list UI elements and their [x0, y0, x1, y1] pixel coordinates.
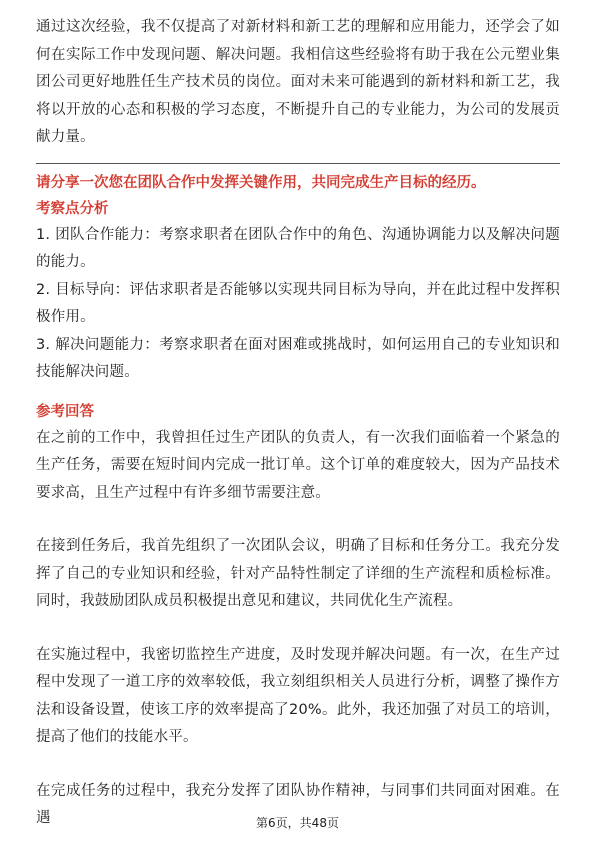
answer-paragraph: 在接到任务后，我首先组织了一次团队会议，明确了目标和任务分工。我充分发挥了自己的专业知识和经验，针对产品特性制定了详细的生产流程和质检标准。同时，我鼓励团队成员积极提出意见和建议，共同优化生产流程。 [36, 538, 560, 609]
intro-paragraph: 通过这次经验，我不仅提高了对新材料和新工艺的理解和应用能力，还学会了如何在实际工作中发现问题、解决问题。我相信这些经验将有助于我在公元塑业集团公司更好地胜任生产技术员的岗位。面对未来可能遇到的新材料和新工艺，我将以开放的心态和积极的学习态度，不断提升自己的专业能力，为公司的发展贡献力量。 [36, 19, 560, 145]
answer-paragraph: 在完成任务的过程中，我充分发挥了团队协作精神，与同事们共同面对困难。在遇 [36, 782, 560, 826]
answer-paragraph: 在实施过程中，我密切监控生产进度，及时发现并解决问题。有一次，在生产过程中发现了一道工序的效率较低，我立刻组织相关人员进行分析，调整了操作方法和设备设置，使该工序的效率提高了20%。此外，我还加强了对员工的培训，提高了他们的技能水平。 [36, 646, 560, 745]
analysis-title: 考察点分析 [36, 200, 109, 217]
document-page [36, 14, 560, 833]
analysis-item: 3. 解决问题能力：考察求职者在面对困难或挑战时，如何运用自己的专业知识和技能解决问题。 [36, 336, 560, 380]
question-heading: 请分享一次您在团队合作中发挥关键作用，共同完成生产目标的经历。 [36, 174, 486, 191]
paragraph-gap [36, 616, 560, 642]
analysis-item: 1. 团队合作能力：考察求职者在团队合作中的角色、沟通协调能力以及解决问题的能力。 [36, 226, 560, 270]
paragraph-gap [36, 507, 560, 533]
page-number-footer: 第6页，共48页 [256, 816, 339, 830]
answer-title: 参考回答 [36, 403, 94, 420]
analysis-item: 2. 目标导向：评估求职者是否能够以实现共同目标为导向，并在此过程中发挥积极作用。 [36, 281, 560, 325]
paragraph-gap [36, 752, 560, 778]
section-divider [36, 163, 560, 164]
answer-paragraph: 在之前的工作中，我曾担任过生产团队的负责人，有一次我们面临着一个紧急的生产任务，需要在短时间内完成一批订单。这个订单的难度较大，因为产品技术要求高，且生产过程中有许多细节需要注意。 [36, 429, 560, 501]
